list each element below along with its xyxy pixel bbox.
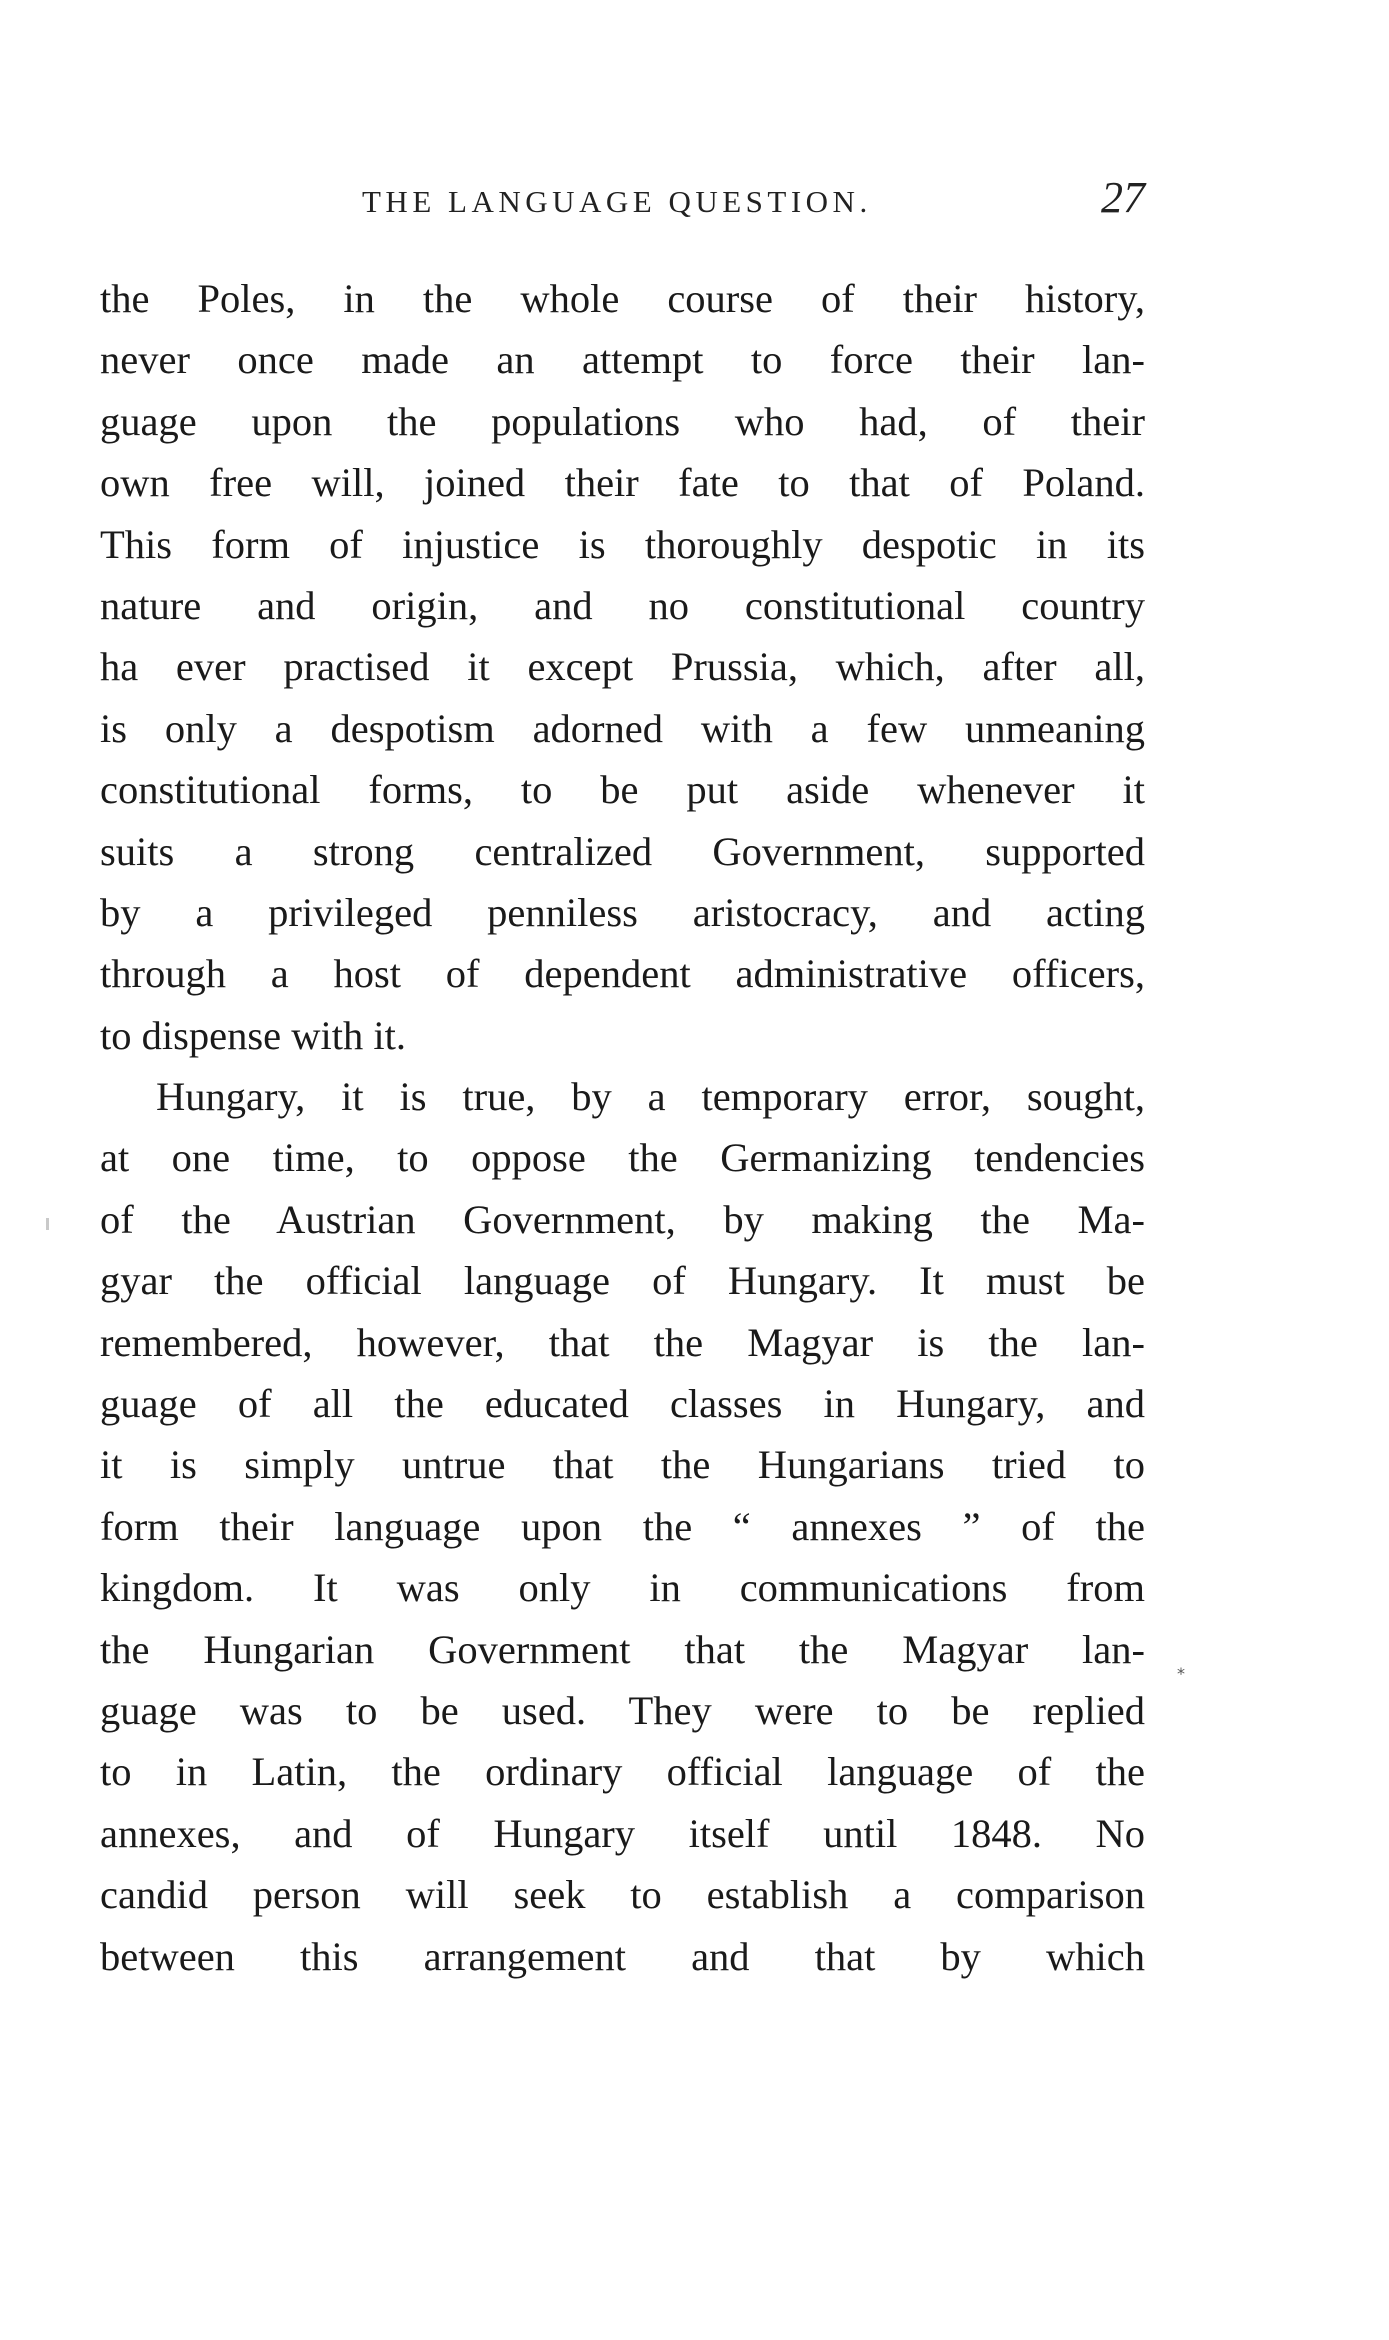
- running-title: THE LANGUAGE QUESTION.: [362, 184, 872, 219]
- text-line: gyar the official language of Hungary. It must be: [100, 1258, 1145, 1304]
- paragraph-start-line: Hungary, it is true, by a temporary error, sought,: [156, 1074, 1145, 1120]
- text-line: the Hungarian Government that the Magyar lan-: [100, 1626, 1145, 1672]
- text-line: candid person will seek to establish a comparison: [100, 1872, 1145, 1918]
- text-line: annexes, and of Hungary itself until 1848. No: [100, 1810, 1145, 1856]
- text-line: This form of injustice is thoroughly despotic in its: [100, 521, 1145, 567]
- text-line: kingdom. It was only in communications from: [100, 1565, 1145, 1611]
- paragraph-end-line: to dispense with it.: [100, 1012, 406, 1058]
- text-line: ha ever practised it except Prussia, which, after all,: [100, 644, 1145, 690]
- text-line: suits a strong centralized Government, supported: [100, 828, 1145, 874]
- text-line: own free will, joined their fate to that of Poland.: [100, 460, 1145, 506]
- text-line: nature and origin, and no constitutional country: [100, 582, 1145, 628]
- text-line: form their language upon the “ annexes ” of the: [100, 1503, 1145, 1549]
- text-line: guage of all the educated classes in Hungary, and: [100, 1381, 1145, 1427]
- body-text: [100, 268, 1145, 1987]
- text-line: guage was to be used. They were to be replied: [100, 1687, 1145, 1733]
- margin-asterisk-mark: *: [1177, 1664, 1185, 1683]
- text-line: at one time, to oppose the Germanizing tendencies: [100, 1135, 1145, 1181]
- text-line: of the Austrian Government, by making the Ma-: [100, 1196, 1145, 1242]
- text-line: remembered, however, that the Magyar is the lan-: [100, 1319, 1145, 1365]
- text-line: never once made an attempt to force their lan-: [100, 337, 1145, 383]
- text-line: between this arrangement and that by which: [100, 1933, 1145, 1979]
- running-header: [100, 173, 1145, 238]
- paper-speck: [46, 1218, 49, 1230]
- page-number: 27: [1101, 173, 1145, 222]
- text-line: guage upon the populations who had, of their: [100, 398, 1145, 444]
- text-line: it is simply untrue that the Hungarians tried to: [100, 1442, 1145, 1488]
- text-line: by a privileged penniless aristocracy, and acting: [100, 889, 1145, 935]
- text-line: the Poles, in the whole course of their history,: [100, 276, 1145, 321]
- text-line: is only a despotism adorned with a few unmeaning: [100, 705, 1145, 751]
- text-line: through a host of dependent administrative officers,: [100, 951, 1145, 997]
- text-line: constitutional forms, to be put aside whenever it: [100, 767, 1145, 813]
- text-line: to in Latin, the ordinary official language of the: [100, 1749, 1145, 1795]
